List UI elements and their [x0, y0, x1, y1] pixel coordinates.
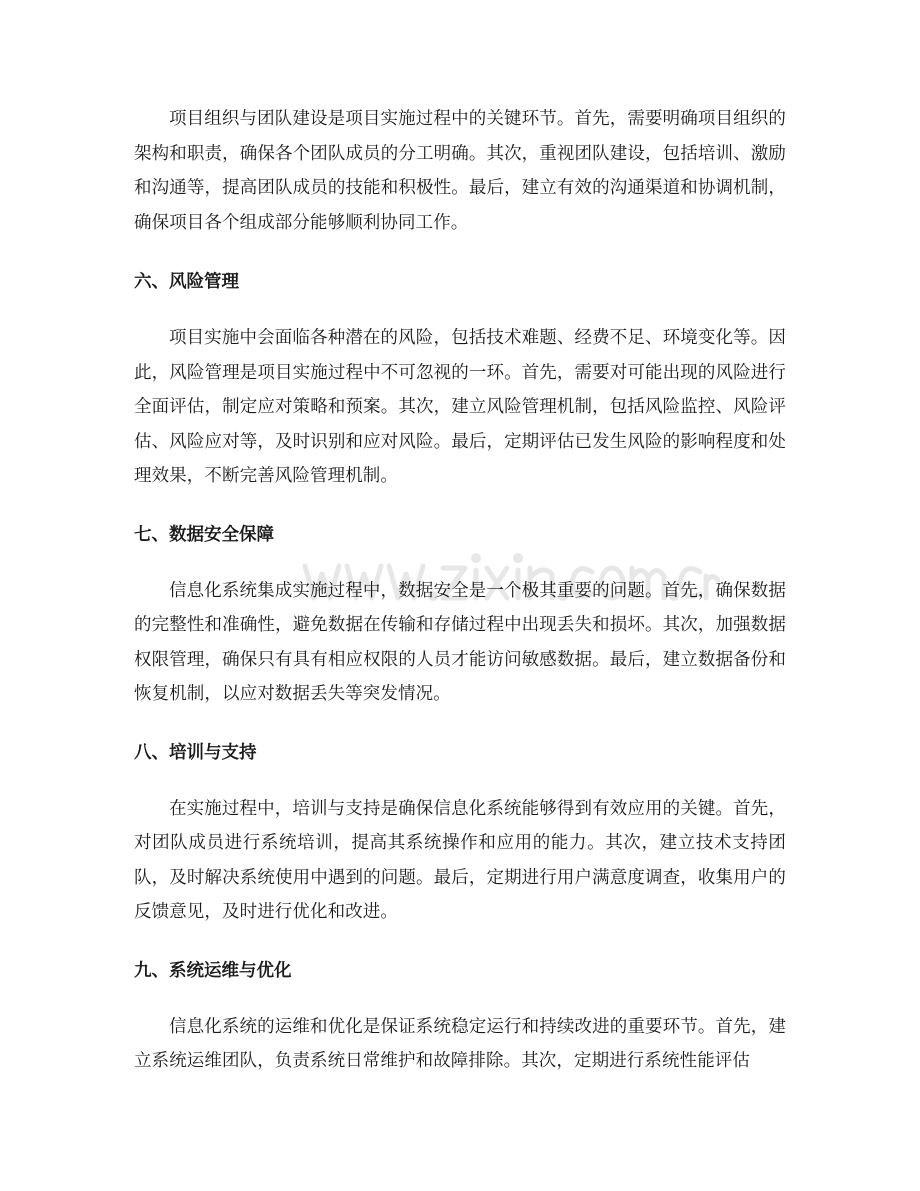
intro-paragraph: 项目组织与团队建设是项目实施过程中的关键环节。首先，需要明确项目组织的架构和职责，确保各个团队成员的分工明确。其次，重视团队建设，包括培训、激励和沟通等，提高团队成员的技能和积极性。最后，建立有效的沟通渠道和协调机制，确保项目各个组成部分能够顺利协同工作。 [134, 109, 786, 233]
section-body-system-operations: 信息化系统的运维和优化是保证系统稳定运行和持续改进的重要环节。首先，建立系统运维团队，负责系统日常维护和故障排除。其次，定期进行系统性能评估 [134, 1016, 786, 1071]
section-heading-risk-management: 六、风险管理 [134, 272, 239, 292]
section-heading-system-operations: 九、系统运维与优化 [134, 960, 292, 981]
section-body-risk-management: 项目实施中会面临各种潜在的风险，包括技术难题、经费不足、环境变化等。因此，风险管理是项目实施过程中不可忽视的一环。首先，需要对可能出现的风险进行全面评估，制定应对策略和预案。其次，建立风险管理机制，包括风险监控、风险评估、风险应对等，及时识别和应对风险。最后，定期评估已发生风险的影响程度和处理效果，不断完善风险管理机制。 [134, 328, 786, 486]
section-heading-training-support: 八、培训与支持 [134, 742, 257, 763]
section-body-training-support: 在实施过程中，培训与支持是确保信息化系统能够得到有效应用的关键。首先，对团队成员进行系统培训，提高其系统操作和应用的能力。其次，建立技术支持团队，及时解决系统使用中遇到的问题。最后，定期进行用户满意度调查，收集用户的反馈意见，及时进行优化和改进。 [134, 798, 786, 922]
section-body-data-security: 信息化系统集成实施过程中，数据安全是一个极其重要的问题。首先，确保数据的完整性和准确性，避免数据在传输和存储过程中出现丢失和损坏。其次，加强数据权限管理，确保只有具有相应权限的人员才能访问敏感数据。最后，建立数据备份和恢复机制，以应对数据丢失等突发情况。 [134, 580, 786, 704]
document-body [134, 102, 786, 1079]
section-heading-data-security: 七、数据安全保障 [134, 524, 274, 545]
